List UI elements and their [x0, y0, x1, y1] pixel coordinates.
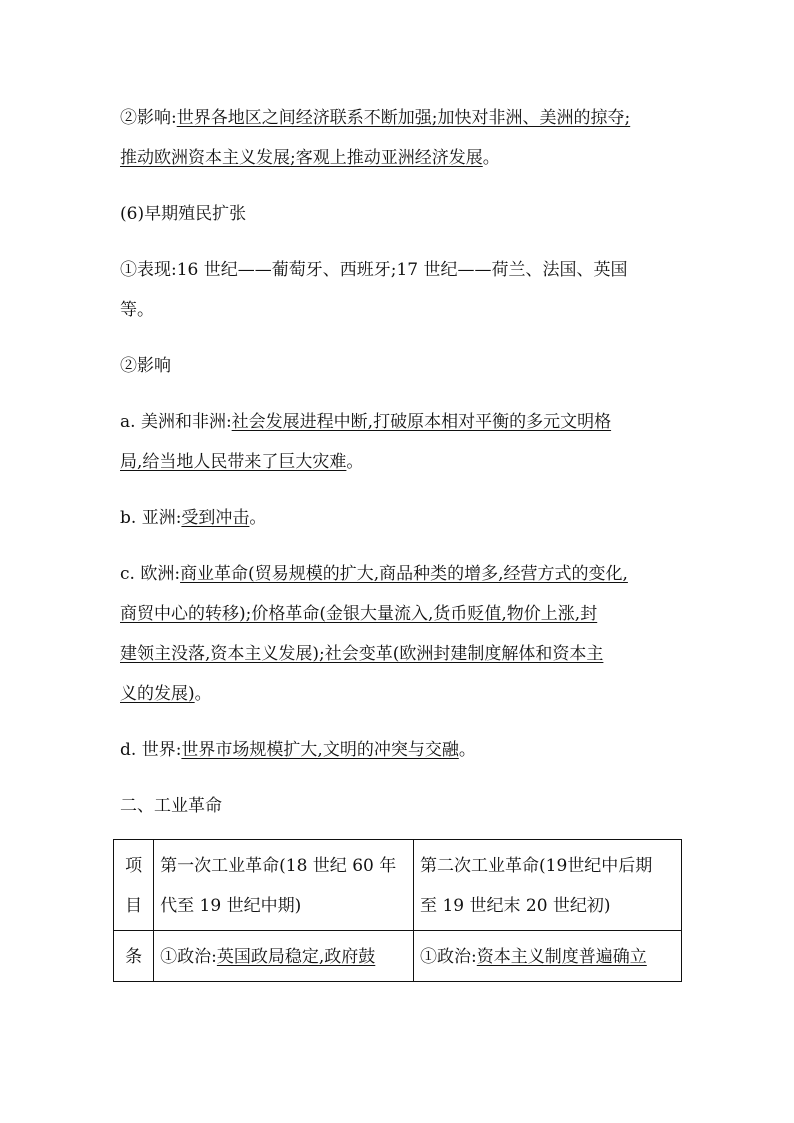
- americas-africa-underlined-1: 社会发展进程中断,打破原本相对平衡的多元文明格: [231, 412, 612, 432]
- header-item-char-2: 目: [125, 896, 143, 916]
- asia-label: b. 亚洲:: [120, 508, 182, 528]
- europe-underlined-2: 商贸中心的转移);价格革命(金银大量流入,货币贬值,物价上涨,封: [120, 604, 598, 624]
- europe-label: c. 欧洲:: [120, 564, 181, 584]
- influence-paragraph-line-2: [120, 146, 500, 170]
- europe-line-4: [120, 682, 212, 706]
- header-second-revolution-cell: [414, 840, 682, 931]
- influence-end-punct: 。: [482, 148, 500, 168]
- world-line: [120, 738, 476, 762]
- table-row: [114, 931, 682, 982]
- heading-early-colonial-expansion: (6)早期殖民扩张: [120, 204, 247, 224]
- americas-africa-line-1: [120, 410, 611, 434]
- europe-underlined-3: 建领主没落,资本主义发展);社会变革(欧洲封建制度解体和资本主: [120, 644, 604, 664]
- row-condition-label-cell: [114, 931, 154, 982]
- row-condition-label: 条: [125, 947, 143, 967]
- second-politics-underlined: 资本主义制度普遍确立: [476, 947, 647, 967]
- manifestation-line-2: 等。: [120, 300, 154, 320]
- europe-end-punct: 。: [194, 684, 212, 704]
- header-item-cell: [114, 840, 154, 931]
- influence-paragraph-line-1: [120, 106, 630, 130]
- asia-line: [120, 506, 266, 530]
- world-label: d. 世界:: [120, 740, 182, 760]
- asia-end-punct: 。: [249, 508, 267, 528]
- asia-underlined: 受到冲击: [181, 508, 250, 528]
- influence-subheading: ②影响: [120, 356, 171, 376]
- section-heading-industrial-revolution: 二、工业革命: [120, 796, 222, 816]
- americas-africa-label: a. 美洲和非洲:: [120, 412, 232, 432]
- europe-line-3: [120, 642, 603, 666]
- world-end-punct: 。: [458, 740, 476, 760]
- header-first-revolution-line-1: 第一次工业革命(18 世纪 60 年: [160, 856, 397, 876]
- header-second-revolution-line-2: 至 19 世纪末 20 世纪初): [420, 896, 611, 916]
- row-first-revolution-cell: [154, 931, 414, 982]
- americas-africa-line-2: [120, 450, 363, 474]
- influence-underlined-text-1: 世界各地区之间经济联系不断加强;加快对非洲、美洲的掠夺;: [176, 108, 631, 128]
- europe-line-1: [120, 562, 628, 586]
- world-underlined: 世界市场规模扩大,文明的冲突与交融: [181, 740, 459, 760]
- influence-underlined-text-2: 推动欧洲资本主义发展;客观上推动亚洲经济发展: [120, 148, 483, 168]
- header-first-revolution-cell: [154, 840, 414, 931]
- industrial-revolution-table: [113, 839, 682, 982]
- row-first-revolution-text: [160, 937, 407, 977]
- header-second-revolution-line-1: 第二次工业革命(19世纪中后期: [420, 856, 653, 876]
- europe-underlined-4: 义的发展): [120, 684, 195, 704]
- header-item-char-1: 项: [125, 856, 143, 876]
- europe-underlined-1: 商业革命(贸易规模的扩大,商品种类的增多,经营方式的变化,: [180, 564, 628, 584]
- row-second-revolution-text: [420, 937, 675, 977]
- influence-label: ②影响:: [120, 108, 177, 128]
- first-politics-label: ①政治:: [160, 947, 217, 967]
- americas-africa-end-punct: 。: [346, 452, 364, 472]
- second-politics-label: ①政治:: [420, 947, 477, 967]
- americas-africa-underlined-2: 局,给当地人民带来了巨大灾难: [120, 452, 347, 472]
- first-politics-underlined: 英国政局稳定,政府鼓: [216, 947, 376, 967]
- manifestation-line-1: ①表现:16 世纪——葡萄牙、西班牙;17 世纪——荷兰、法国、英国: [120, 260, 628, 280]
- table-header-row: [114, 840, 682, 931]
- header-first-revolution-line-2: 代至 19 世纪中期): [160, 896, 302, 916]
- europe-line-2: [120, 602, 597, 626]
- row-second-revolution-cell: [414, 931, 682, 982]
